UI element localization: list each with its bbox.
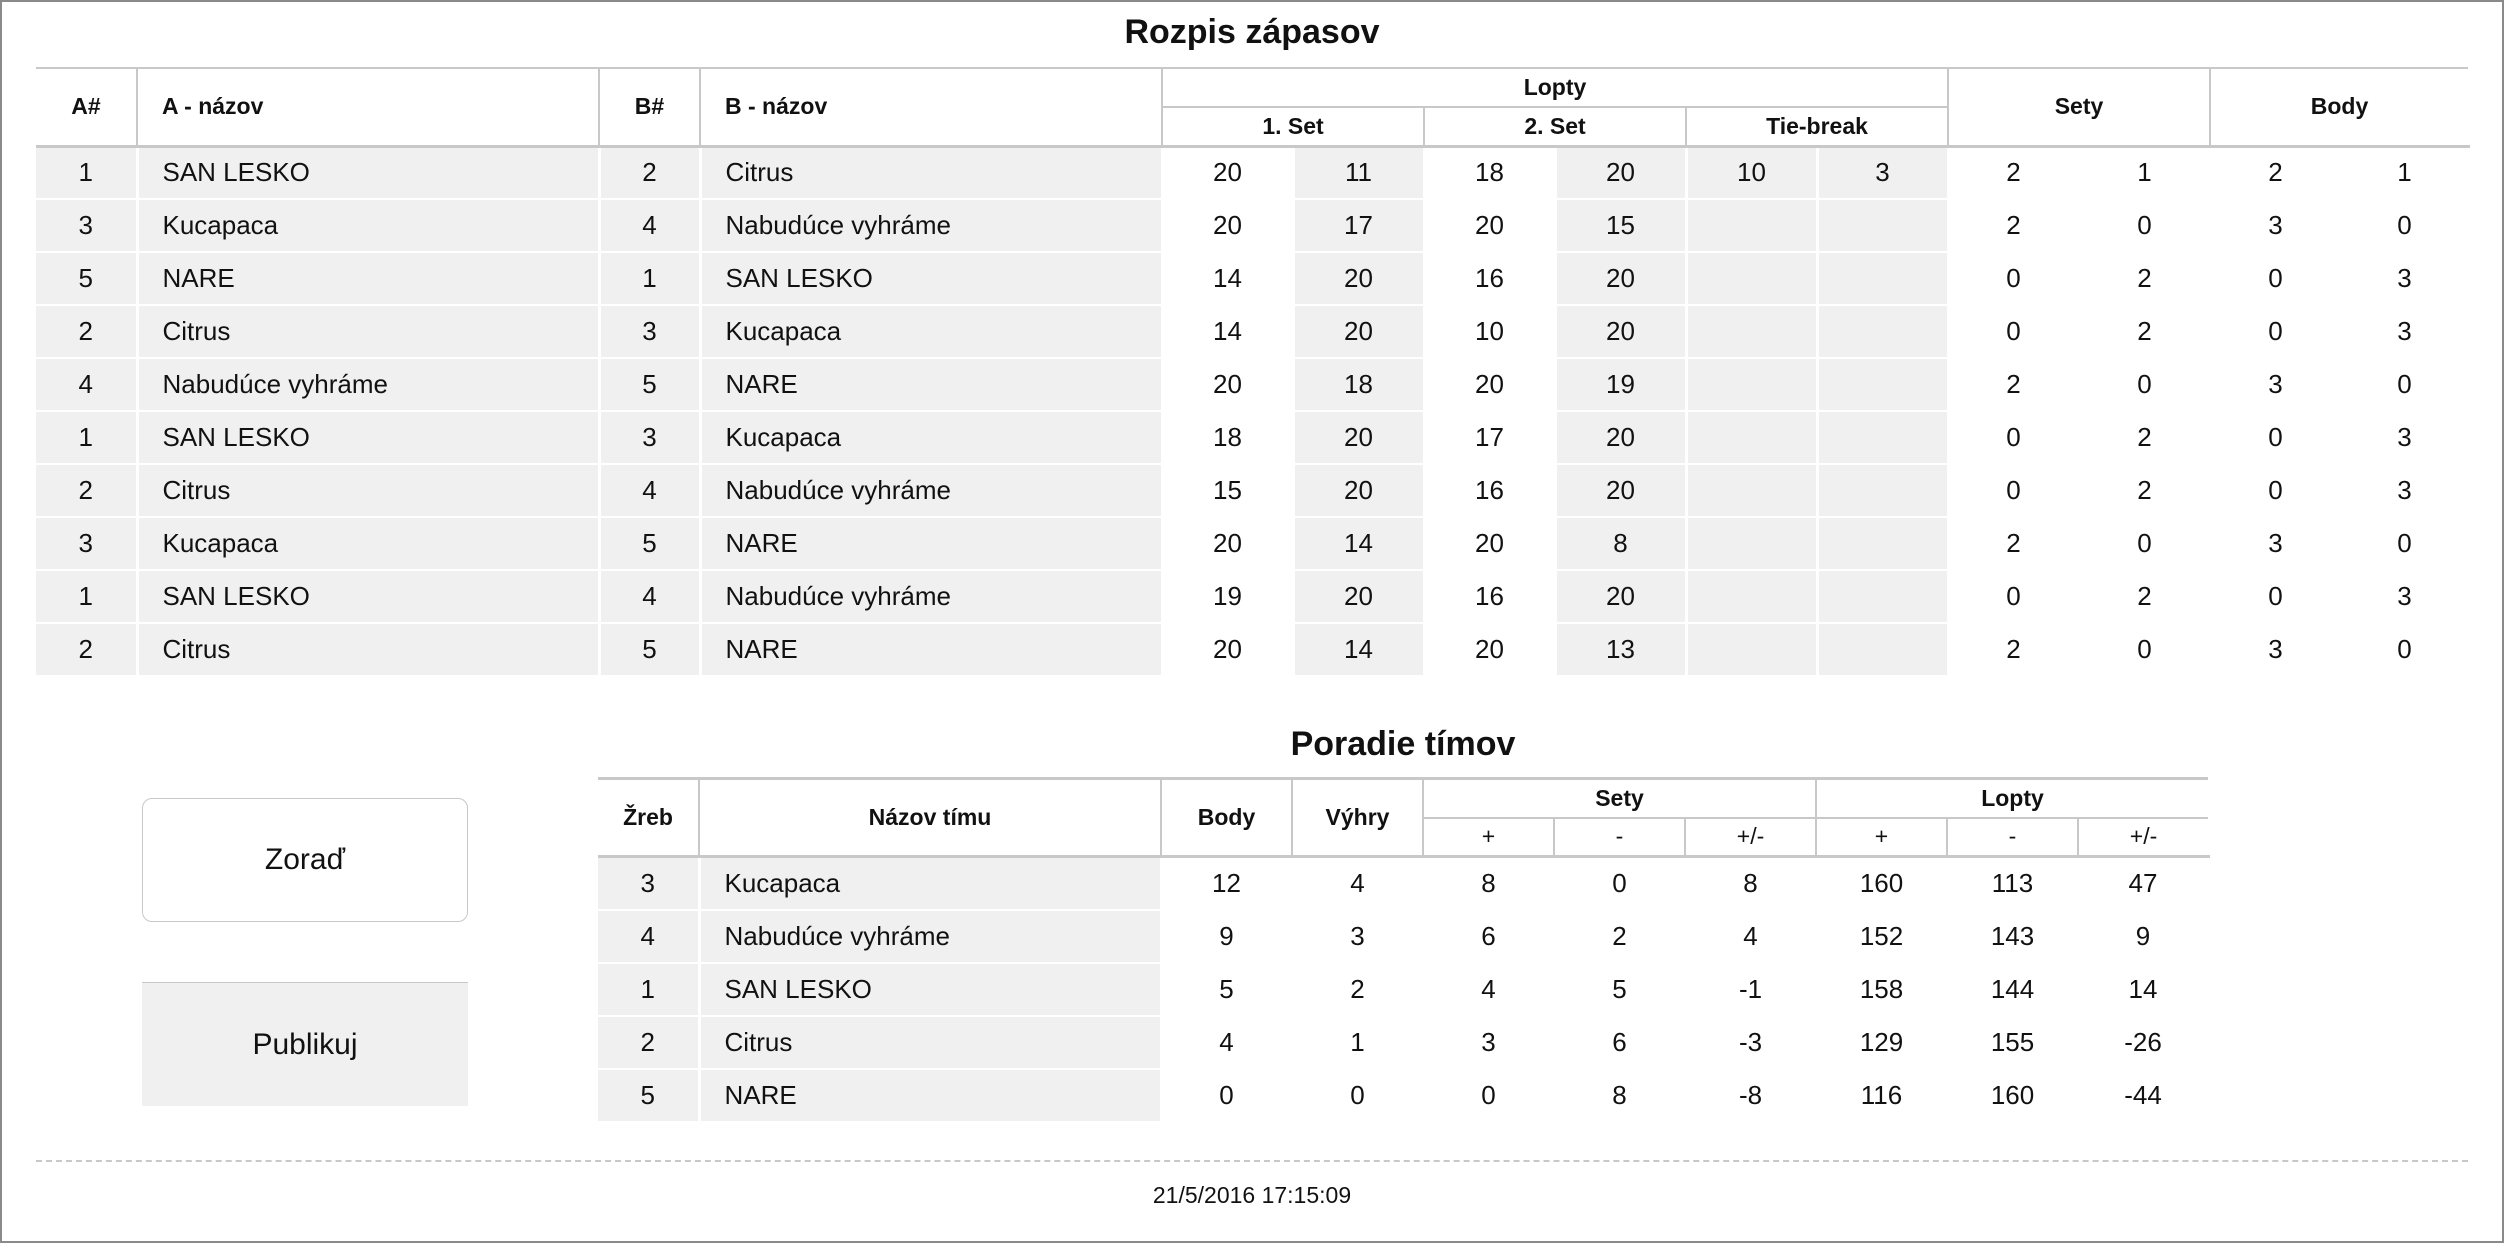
team-points: 12 — [1161, 857, 1292, 910]
standings-title: Poradie tímov — [1290, 725, 1516, 763]
match-row — [36, 146, 2468, 199]
points-a: 0 — [2210, 411, 2341, 464]
team-b-name: NARE — [700, 358, 1162, 411]
points-b: 0 — [2341, 358, 2468, 411]
standings-row — [598, 857, 2208, 910]
balls-lost: 143 — [1947, 910, 2078, 963]
draw-number: 5 — [598, 1069, 699, 1122]
header-wins: Výhry — [1292, 779, 1423, 857]
team-b-seed: 1 — [599, 252, 700, 305]
tiebreak-b-score[interactable] — [1817, 570, 1948, 623]
team-a-seed: 2 — [36, 464, 137, 517]
team-a-name: NARE — [137, 252, 599, 305]
set2-a-score[interactable]: 20 — [1424, 623, 1555, 676]
set1-b-score[interactable]: 20 — [1293, 305, 1424, 358]
set1-b-score[interactable]: 20 — [1293, 464, 1424, 517]
points-a: 3 — [2210, 517, 2341, 570]
set2-b-score[interactable]: 15 — [1555, 199, 1686, 252]
team-a-name: Nabudúce vyhráme — [137, 358, 599, 411]
balls-won: 116 — [1816, 1069, 1947, 1122]
header-sets-minus: - — [1554, 818, 1685, 857]
points-a: 0 — [2210, 570, 2341, 623]
sets-lost: 0 — [1554, 857, 1685, 910]
balls-lost: 144 — [1947, 963, 2078, 1016]
sets-diff: 4 — [1685, 910, 1816, 963]
header-balls-minus: - — [1947, 818, 2078, 857]
standings-row — [598, 963, 2208, 1016]
header-zreb: Žreb — [598, 779, 699, 857]
points-a: 0 — [2210, 464, 2341, 517]
set1-b-score[interactable]: 20 — [1293, 411, 1424, 464]
set1-a-score[interactable]: 20 — [1162, 146, 1293, 199]
set2-b-score[interactable]: 20 — [1555, 570, 1686, 623]
points-b: 3 — [2341, 252, 2468, 305]
sets-diff: -1 — [1685, 963, 1816, 1016]
team-b-seed: 4 — [599, 570, 700, 623]
set2-a-score[interactable]: 10 — [1424, 305, 1555, 358]
header-points: Body — [1161, 779, 1292, 857]
balls-won: 160 — [1816, 857, 1947, 910]
balls-diff: 47 — [2078, 857, 2208, 910]
set1-a-score[interactable]: 20 — [1162, 517, 1293, 570]
team-a-seed: 1 — [36, 411, 137, 464]
team-b-name: NARE — [700, 517, 1162, 570]
team-b-name: Nabudúce vyhráme — [700, 570, 1162, 623]
team-wins: 4 — [1292, 857, 1423, 910]
team-wins: 0 — [1292, 1069, 1423, 1122]
set1-a-score[interactable]: 20 — [1162, 623, 1293, 676]
points-b: 1 — [2341, 146, 2468, 199]
sets-b: 0 — [2079, 517, 2210, 570]
team-a-name: Kucapaca — [137, 199, 599, 252]
team-name: NARE — [699, 1069, 1161, 1122]
match-row — [36, 199, 2468, 252]
team-name: SAN LESKO — [699, 963, 1161, 1016]
header-a-name: A - názov — [137, 68, 599, 146]
header-team-name: Názov tímu — [699, 779, 1161, 857]
team-b-name: SAN LESKO — [700, 252, 1162, 305]
balls-diff: 14 — [2078, 963, 2208, 1016]
team-a-seed: 2 — [36, 305, 137, 358]
team-a-name: Citrus — [137, 305, 599, 358]
team-wins: 1 — [1292, 1016, 1423, 1069]
match-row — [36, 358, 2468, 411]
points-a: 3 — [2210, 623, 2341, 676]
set2-b-score[interactable]: 20 — [1555, 252, 1686, 305]
set1-b-score[interactable]: 17 — [1293, 199, 1424, 252]
sets-b: 2 — [2079, 305, 2210, 358]
tiebreak-a-score[interactable] — [1686, 199, 1817, 252]
match-row — [36, 252, 2468, 305]
team-a-seed: 3 — [36, 199, 137, 252]
points-b: 0 — [2341, 199, 2468, 252]
team-b-seed: 4 — [599, 199, 700, 252]
header-sets-diff: +/- — [1685, 818, 1816, 857]
header-b-name: B - názov — [700, 68, 1162, 146]
team-points: 4 — [1161, 1016, 1292, 1069]
team-a-seed: 5 — [36, 252, 137, 305]
team-b-seed: 3 — [599, 411, 700, 464]
team-b-seed: 5 — [599, 623, 700, 676]
draw-number: 3 — [598, 857, 699, 910]
draw-number: 4 — [598, 910, 699, 963]
team-points: 0 — [1161, 1069, 1292, 1122]
set1-b-score[interactable]: 18 — [1293, 358, 1424, 411]
sets-lost: 8 — [1554, 1069, 1685, 1122]
balls-diff: -44 — [2078, 1069, 2208, 1122]
points-b: 0 — [2341, 517, 2468, 570]
header-b-num: B# — [599, 68, 700, 146]
sets-a: 0 — [1948, 464, 2079, 517]
sets-diff: -8 — [1685, 1069, 1816, 1122]
standings-row — [598, 1016, 2208, 1069]
tiebreak-b-score[interactable] — [1817, 623, 1948, 676]
draw-number: 2 — [598, 1016, 699, 1069]
team-name: Nabudúce vyhráme — [699, 910, 1161, 963]
sets-diff: 8 — [1685, 857, 1816, 910]
match-row — [36, 623, 2468, 676]
match-row — [36, 411, 2468, 464]
tiebreak-b-score[interactable] — [1817, 411, 1948, 464]
tiebreak-a-score[interactable] — [1686, 252, 1817, 305]
team-b-seed: 2 — [599, 146, 700, 199]
sets-b: 0 — [2079, 623, 2210, 676]
draw-number: 1 — [598, 963, 699, 1016]
sort-button[interactable]: Zoraď — [142, 798, 468, 922]
balls-lost: 160 — [1947, 1069, 2078, 1122]
sets-a: 0 — [1948, 411, 2079, 464]
tiebreak-b-score[interactable] — [1817, 305, 1948, 358]
sets-a: 0 — [1948, 252, 2079, 305]
sets-a: 2 — [1948, 146, 2079, 199]
sets-b: 2 — [2079, 411, 2210, 464]
set1-a-score[interactable]: 15 — [1162, 464, 1293, 517]
sets-a: 2 — [1948, 358, 2079, 411]
sets-lost: 6 — [1554, 1016, 1685, 1069]
set2-a-score[interactable]: 16 — [1424, 252, 1555, 305]
header-tiebreak: Tie-break — [1686, 107, 1948, 146]
set2-b-score[interactable]: 8 — [1555, 517, 1686, 570]
set1-a-score[interactable]: 14 — [1162, 252, 1293, 305]
points-b: 3 — [2341, 570, 2468, 623]
set2-a-score[interactable]: 17 — [1424, 411, 1555, 464]
sets-won: 4 — [1423, 963, 1554, 1016]
set1-b-score[interactable]: 20 — [1293, 570, 1424, 623]
set2-b-score[interactable]: 13 — [1555, 623, 1686, 676]
balls-won: 129 — [1816, 1016, 1947, 1069]
team-points: 5 — [1161, 963, 1292, 1016]
team-name: Citrus — [699, 1016, 1161, 1069]
points-a: 2 — [2210, 146, 2341, 199]
team-points: 9 — [1161, 910, 1292, 963]
standings-row — [598, 1069, 2208, 1122]
team-b-seed: 5 — [599, 358, 700, 411]
tiebreak-a-score[interactable] — [1686, 623, 1817, 676]
header-balls-diff: +/- — [2078, 818, 2208, 857]
publish-button[interactable]: Publikuj — [142, 982, 468, 1106]
sets-b: 0 — [2079, 358, 2210, 411]
sets-a: 2 — [1948, 199, 2079, 252]
team-b-name: Kucapaca — [700, 411, 1162, 464]
match-row — [36, 464, 2468, 517]
balls-won: 152 — [1816, 910, 1947, 963]
team-b-name: Nabudúce vyhráme — [700, 199, 1162, 252]
header-balls: Lopty — [1816, 779, 2208, 818]
points-a: 0 — [2210, 252, 2341, 305]
sets-b: 2 — [2079, 464, 2210, 517]
sets-a: 0 — [1948, 305, 2079, 358]
set2-b-score[interactable]: 19 — [1555, 358, 1686, 411]
sets-a: 2 — [1948, 623, 2079, 676]
tiebreak-a-score[interactable] — [1686, 305, 1817, 358]
set2-a-score[interactable]: 20 — [1424, 517, 1555, 570]
sets-won: 8 — [1423, 857, 1554, 910]
sets-diff: -3 — [1685, 1016, 1816, 1069]
footer-divider — [36, 1160, 2468, 1162]
standings-row — [598, 910, 2208, 963]
points-a: 3 — [2210, 199, 2341, 252]
team-a-name: Citrus — [137, 623, 599, 676]
team-wins: 3 — [1292, 910, 1423, 963]
set1-a-score[interactable]: 14 — [1162, 305, 1293, 358]
tiebreak-b-score[interactable] — [1817, 199, 1948, 252]
header-sets-plus: + — [1423, 818, 1554, 857]
tiebreak-b-score[interactable] — [1817, 464, 1948, 517]
team-a-seed: 1 — [36, 146, 137, 199]
tiebreak-b-score[interactable]: 3 — [1817, 146, 1948, 199]
set2-b-score[interactable]: 20 — [1555, 411, 1686, 464]
sets-b: 2 — [2079, 252, 2210, 305]
team-b-seed: 4 — [599, 464, 700, 517]
set2-b-score[interactable]: 20 — [1555, 146, 1686, 199]
team-b-name: NARE — [700, 623, 1162, 676]
set2-a-score[interactable]: 16 — [1424, 464, 1555, 517]
header-body: Body — [2210, 68, 2468, 146]
set2-a-score[interactable]: 20 — [1424, 199, 1555, 252]
balls-won: 158 — [1816, 963, 1947, 1016]
sets-lost: 2 — [1554, 910, 1685, 963]
team-b-name: Citrus — [700, 146, 1162, 199]
sets-a: 0 — [1948, 570, 2079, 623]
set1-a-score[interactable]: 18 — [1162, 411, 1293, 464]
set1-b-score[interactable]: 14 — [1293, 517, 1424, 570]
header-set2: 2. Set — [1424, 107, 1686, 146]
match-row — [36, 570, 2468, 623]
points-b: 3 — [2341, 305, 2468, 358]
sets-b: 2 — [2079, 570, 2210, 623]
header-sets: Sety — [1423, 779, 1816, 818]
team-b-seed: 3 — [599, 305, 700, 358]
tiebreak-a-score[interactable]: 10 — [1686, 146, 1817, 199]
team-name: Kucapaca — [699, 857, 1161, 910]
tiebreak-a-score[interactable] — [1686, 411, 1817, 464]
tiebreak-b-score[interactable] — [1817, 358, 1948, 411]
team-a-name: SAN LESKO — [137, 146, 599, 199]
balls-lost: 113 — [1947, 857, 2078, 910]
set1-a-score[interactable]: 20 — [1162, 358, 1293, 411]
tiebreak-a-score[interactable] — [1686, 358, 1817, 411]
team-a-name: Citrus — [137, 464, 599, 517]
set1-b-score[interactable]: 14 — [1293, 623, 1424, 676]
match-row — [36, 517, 2468, 570]
tiebreak-a-score[interactable] — [1686, 517, 1817, 570]
set1-a-score[interactable]: 20 — [1162, 199, 1293, 252]
header-lopty: Lopty — [1162, 68, 1948, 107]
points-b: 3 — [2341, 411, 2468, 464]
sets-a: 2 — [1948, 517, 2079, 570]
team-a-name: SAN LESKO — [137, 570, 599, 623]
team-a-seed: 3 — [36, 517, 137, 570]
points-b: 3 — [2341, 464, 2468, 517]
set2-a-score[interactable]: 18 — [1424, 146, 1555, 199]
header-a-num: A# — [36, 68, 137, 146]
sets-won: 0 — [1423, 1069, 1554, 1122]
balls-diff: -26 — [2078, 1016, 2208, 1069]
set2-a-score[interactable]: 20 — [1424, 358, 1555, 411]
team-b-seed: 5 — [599, 517, 700, 570]
team-b-name: Kucapaca — [700, 305, 1162, 358]
tiebreak-b-score[interactable] — [1817, 252, 1948, 305]
header-set1: 1. Set — [1162, 107, 1424, 146]
team-b-name: Nabudúce vyhráme — [700, 464, 1162, 517]
set2-b-score[interactable]: 20 — [1555, 464, 1686, 517]
sets-b: 1 — [2079, 146, 2210, 199]
set2-a-score[interactable]: 16 — [1424, 570, 1555, 623]
match-row — [36, 305, 2468, 358]
balls-lost: 155 — [1947, 1016, 2078, 1069]
team-wins: 2 — [1292, 963, 1423, 1016]
points-a: 3 — [2210, 358, 2341, 411]
header-sety: Sety — [1948, 68, 2210, 146]
tiebreak-b-score[interactable] — [1817, 517, 1948, 570]
tiebreak-a-score[interactable] — [1686, 570, 1817, 623]
set1-a-score[interactable]: 19 — [1162, 570, 1293, 623]
points-b: 0 — [2341, 623, 2468, 676]
points-a: 0 — [2210, 305, 2341, 358]
schedule-table — [36, 67, 2470, 677]
set2-b-score[interactable]: 20 — [1555, 305, 1686, 358]
sets-won: 6 — [1423, 910, 1554, 963]
set1-b-score[interactable]: 11 — [1293, 146, 1424, 199]
timestamp: 21/5/2016 17:15:09 — [1152, 1182, 1352, 1208]
schedule-title: Rozpis zápasov — [1124, 13, 1380, 51]
team-a-seed: 4 — [36, 358, 137, 411]
team-a-name: SAN LESKO — [137, 411, 599, 464]
sets-b: 0 — [2079, 199, 2210, 252]
balls-diff: 9 — [2078, 910, 2208, 963]
sets-lost: 5 — [1554, 963, 1685, 1016]
sets-won: 3 — [1423, 1016, 1554, 1069]
team-a-seed: 1 — [36, 570, 137, 623]
standings-table — [598, 777, 2210, 1123]
header-balls-plus: + — [1816, 818, 1947, 857]
team-a-name: Kucapaca — [137, 517, 599, 570]
tiebreak-a-score[interactable] — [1686, 464, 1817, 517]
set1-b-score[interactable]: 20 — [1293, 252, 1424, 305]
team-a-seed: 2 — [36, 623, 137, 676]
